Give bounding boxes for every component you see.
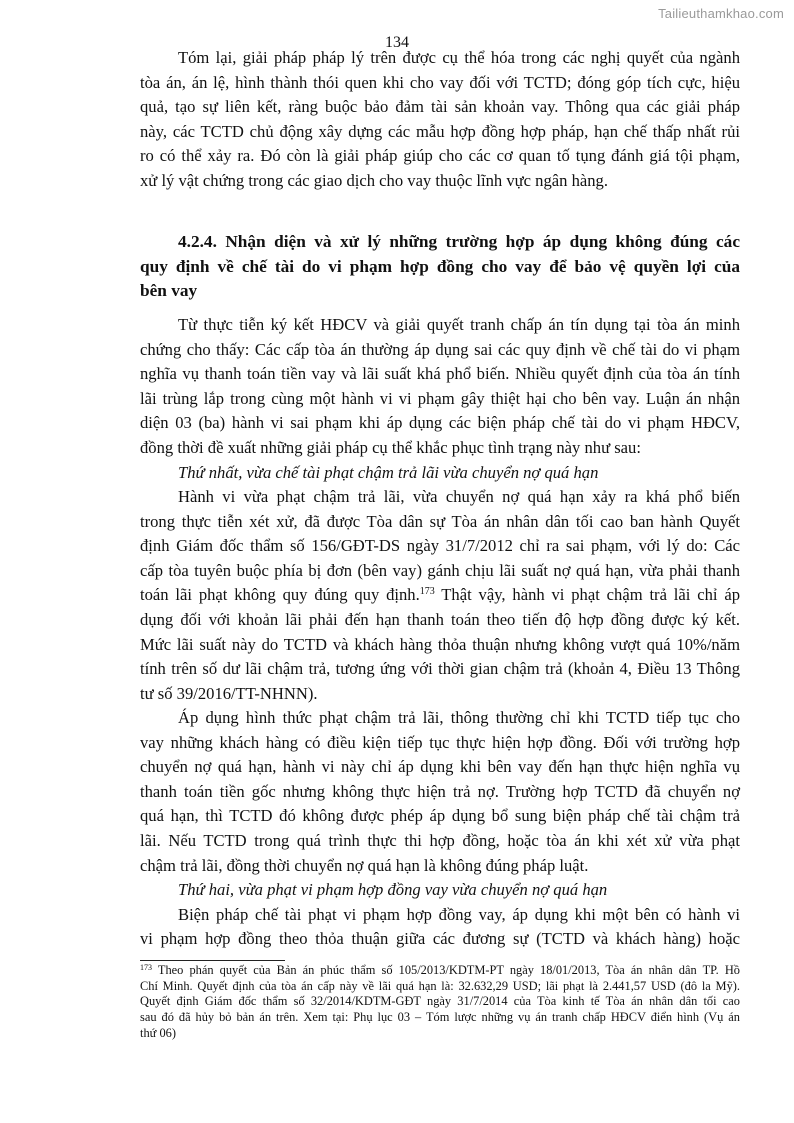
section-heading [140, 230, 740, 304]
text-line: lãi. Nếu TCTD trong quá trình thực thi hợp đồng, hoặc tòa án khi xét xử vừa phạt [140, 830, 740, 850]
text-line: chứng cho thấy: Các cấp tòa án thường áp dụng sai các quy định về chế tài do vi phạm [140, 339, 740, 359]
heading-line: 4.2.4. Nhận diện và xử lý những trường hợp áp dụng không đúng các [178, 232, 740, 251]
text-segment: Theo phán quyết của Bản án phúc thẩm số 105/2013/KDTM-PT ngày 18/01/2013, Tòa án nhân dân TP. Hồ [152, 963, 740, 977]
text-line: quả, tạo sự liên kết, ràng buộc bảo đảm tài sản khoản vay. Thông qua các giải pháp [140, 97, 740, 117]
text-line: ro có thể xảy ra. Đó còn là giải pháp giúp cho các cơ quan tố tụng đánh giá tội phạm, [140, 146, 740, 166]
watermark: Tailieuthamkhao.com [658, 6, 784, 21]
footnote-line: thứ 06) [140, 1025, 176, 1040]
text-line: diện 03 (ba) hành vi sai phạm khi áp dụng các biện pháp chế tài do vi phạm HĐCV, [140, 413, 740, 433]
text-segment: toán lãi phạt không quy đúng quy định. [140, 585, 420, 605]
text-line: Biện pháp chế tài phạt vi phạm hợp đồng vay, áp dụng khi một bên có hành vi [178, 904, 740, 924]
text-line: vay những khách hàng có điều kiện tiếp tục thực hiện hợp đồng. Đối với trường hợp [140, 732, 740, 752]
text-line: cấp tòa tuyên buộc phía bị đơn (bên vay) gánh chịu lãi suất nợ quá hạn, vừa phải thanh [140, 560, 740, 580]
text-line: Từ thực tiễn ký kết HĐCV và giải quyết tranh chấp án tín dụng tại tòa án minh [178, 315, 740, 334]
paragraph-1 [140, 46, 740, 194]
text-line: Hành vi vừa phạt chậm trả lãi, vừa chuyển nợ quá hạn xảy ra khá phổ biến [178, 487, 740, 506]
text-line: xử lý vật chứng trong các giao dịch cho vay thuộc lĩnh vực ngân hàng. [140, 170, 608, 190]
text-line: tư số 39/2016/TT-NHNN). [140, 683, 318, 703]
text-line: tính trên số dư lãi chậm trả, tương ứng với thời gian chậm trả (khoản 4, Điều 13 Thông [140, 659, 740, 679]
text-line: đồng thời đề xuất những giải pháp cụ thể khắc phục tình trạng này như sau: [140, 437, 641, 457]
text-line: trong thực tiễn xét xử, đã được Tòa dân sự Tòa án nhân dân tối cao ban hành Quyết [140, 511, 740, 531]
footnote-number: 173 [140, 963, 152, 972]
page-number: 134 [385, 34, 409, 51]
text-line: lãi trùng lắp trong cùng một hành vi vi phạm gây thiệt hại cho bên vay. Luận án nhận [140, 388, 740, 408]
text-line: vi phạm hợp đồng theo thỏa thuận giữa các đương sự (TCTD và khách hàng) hoặc [140, 929, 740, 949]
text-line: quá hạn, thì TCTD đó không được phép áp dụng bổ sung biện pháp chế tài chậm trả [140, 806, 740, 826]
text-line: Tóm lại, giải pháp pháp lý trên được cụ thể hóa trong các nghị quyết của ngành [178, 48, 740, 67]
paragraph-3 [140, 485, 740, 706]
subheading-second: Thứ hai, vừa phạt vi phạm hợp đồng vay vừa chuyển nợ quá hạn [178, 880, 608, 900]
text-line: dụng đối với khoản lãi phải đến hạn thanh toán theo tiến độ hợp đồng được ký kết. [140, 609, 740, 629]
text-line: này, các TCTD chủ động xây dựng các mẫu hợp đồng hợp pháp, hạn chế thấp nhất rủi [140, 121, 740, 141]
footnote-line: Chí Minh. Quyết định của tòa án cấp này về lãi quá hạn là: 32.632,29 USD; lãi phạt là 2.441,57 USD (đô la Mỹ). [140, 978, 740, 993]
footnote-line: sau đó đã hủy bỏ bản án trên. Xem tại: Phụ lục 03 – Tóm lược những vụ án tranh chấp HĐCV điển hình (Vụ án [140, 1010, 740, 1025]
subheading-first: Thứ nhất, vừa chế tài phạt chậm trả lãi vừa chuyển nợ quá hạn [178, 462, 599, 482]
footnote-separator [140, 960, 285, 961]
paragraph-4 [140, 706, 740, 952]
footnote-line: Quyết định Giám đốc thẩm số 32/2014/KDTM-GĐT ngày 31/7/2014 của Tòa kinh tế Tòa án nhân dân tối cao [140, 994, 740, 1009]
text-line: chuyển nợ quá hạn, hành vi này chỉ áp dụng khi bên vay đến hạn thực hiện nghĩa vụ [140, 757, 740, 777]
heading-line: quy định về chế tài do vi phạm hợp đồng cho vay để bảo vệ quyền lợi của [140, 256, 740, 276]
text-line: Mức lãi suất này do TCTD và khách hàng thỏa thuận nhưng không vượt quá 10%/năm [140, 634, 740, 654]
footnote-line [140, 963, 740, 979]
footnote [140, 963, 740, 1042]
footnote-reference[interactable]: 173 [419, 586, 435, 598]
text-line [140, 583, 740, 608]
text-line: định Giám đốc thẩm số 156/GĐT-DS ngày 31/7/2012 chỉ ra sai phạm, với lý do: Các [140, 536, 740, 556]
text-line: thanh toán tiền gốc nhưng không thực hiện trả nợ. Trường hợp TCTD đã chuyển nợ [140, 781, 740, 801]
text-line: nghĩa vụ thanh toán tiền vay và lãi suất khá phổ biến. Nhiều quyết định của tòa án tính [140, 364, 740, 384]
text-line: chậm trả lãi, đồng thời chuyển nợ quá hạn là không đúng pháp luật. [140, 855, 589, 875]
text-line: tòa án, án lệ, hình thành thói quen khi cho vay đối với TCTD; đóng góp tích cực, hiệu [140, 72, 740, 92]
paragraph-2 [140, 313, 740, 485]
text-line: Áp dụng hình thức phạt chậm trả lãi, thông thường chỉ khi TCTD tiếp tục cho [178, 708, 740, 727]
heading-line: bên vay [140, 281, 198, 301]
text-segment: Thật vậy, hành vi phạt chậm trả lãi chỉ áp [434, 585, 740, 605]
